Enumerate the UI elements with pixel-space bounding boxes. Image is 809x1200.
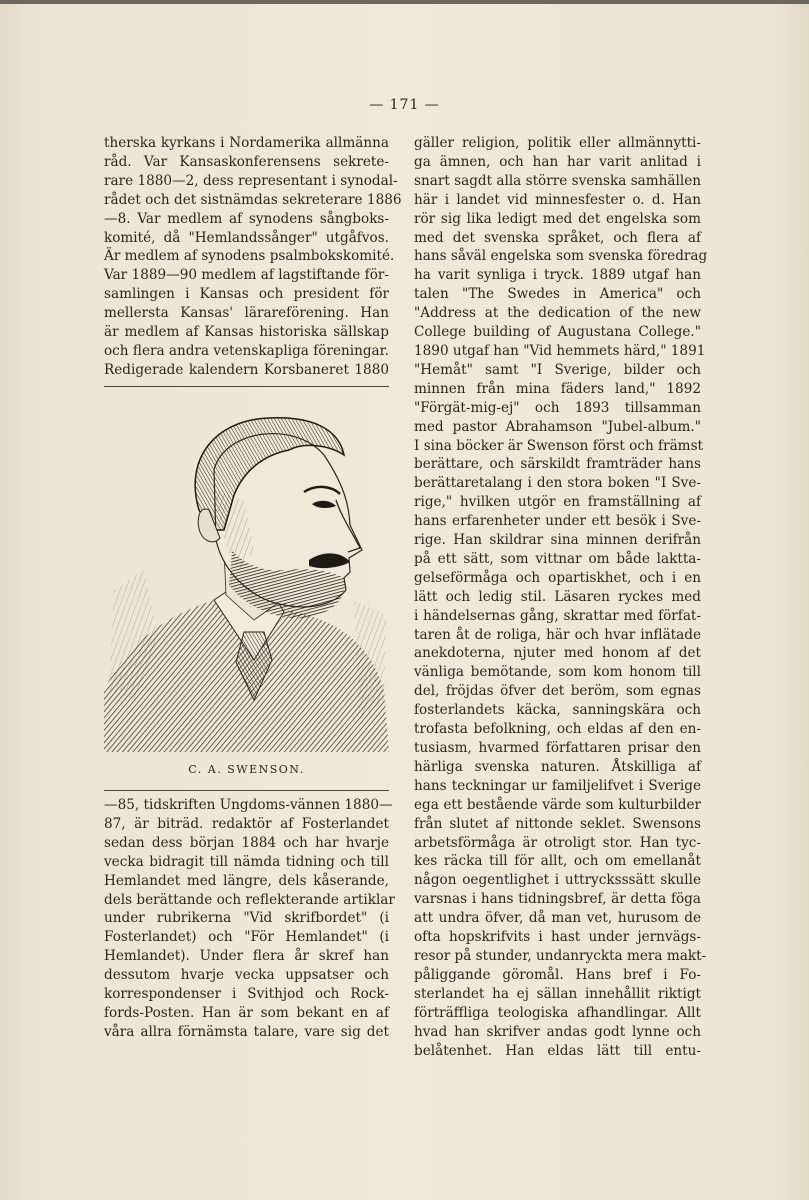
text-line: och flera andra vetenskapliga föreningar. (104, 342, 389, 359)
text-line: fosterlandets käcka, sanningskära och (414, 702, 701, 719)
text-line: råd. Var Kansaskonferensens sekrete- (104, 153, 389, 170)
text-line: ha varit synliga i tryck. 1889 utgaf han (414, 267, 701, 284)
text-line: Fosterlandet) och "För Hemlandet" (i (104, 929, 389, 946)
text-line: hvad han skrifver andas godt lynne och (414, 1023, 701, 1040)
text-line: 87, är biträd. redaktör af Fosterlandet (104, 815, 389, 832)
text-line: gelseförmåga och opartiskhet, och i en (414, 569, 701, 586)
text-line: I sina böcker är Swenson först och främst (414, 437, 704, 454)
text-line: från slutet af nittonde seklet. Swensons (414, 815, 701, 832)
text-line: påliggande göromål. Hans bref i Fo- (414, 966, 701, 983)
text-line: —85, tidskriften Ungdoms-vännen 1880— (104, 797, 393, 813)
text-line: Är medlem af synodens psalmbokskomité. (104, 248, 395, 265)
text-line: under rubrikerna "Vid skrifbordet" (i (104, 910, 389, 927)
text-line: hans erfarenheter under ett besök i Sve- (414, 513, 701, 530)
text-line: gäller religion, politik eller allmännytti- (414, 135, 701, 151)
text-line: ofta hopskrifvits i hast under jernvägs- (414, 929, 701, 946)
text-line: i händelsernas gång, skrattar med förfat- (414, 607, 701, 624)
text-line: mellersta Kansas' lärareförening. Han (104, 305, 389, 322)
text-line: kes räcka till för allt, och om emellanåt (414, 853, 701, 870)
text-line: taren åt de roliga, här och hvar inflätade (414, 626, 701, 643)
text-line: rige. Han skildrar sina minnen derifrån (414, 532, 701, 549)
text-line: vänliga bemötande, som kom honom till (414, 664, 701, 681)
text-line: med det svenska språket, och flera af (414, 229, 701, 246)
text-line: dessutom hvarje vecka uppsatser och (104, 967, 389, 984)
text-line: med pastor Abrahamson "Jubel-album." (414, 418, 701, 435)
text-line: komité, då "Hemlandssånger" utgåfvos. (104, 229, 389, 246)
text-line: berättaretalang i den stora boken "I Sve- (414, 475, 701, 492)
text-line: härliga svenska naturen. Åtskilliga af (414, 758, 701, 775)
text-line: therska kyrkans i Nordamerika allmänna (104, 135, 389, 151)
text-line: fords-Posten. Han är som bekant en af (104, 1004, 389, 1021)
text-line: sterlandet ha ej sällan innehållit riktigt (414, 985, 701, 1002)
text-line: är medlem af Kansas historiska sällskap (104, 324, 389, 341)
text-line: Hemlandet med längre, dels kåserande, (104, 872, 389, 889)
left-column-top-text (104, 134, 402, 380)
text-line: "Hemåt" samt "I Sverige, bilder och (414, 361, 701, 378)
text-line: ga ämnen, och han har varit anlitad i (414, 153, 701, 170)
text-line: Redigerade kalendern Korsbaneret 1880 (104, 361, 389, 378)
text-line: på ett sätt, som vittnar om både laktta- (414, 550, 701, 567)
text-line: att undra öfver, då man vet, hurusom de (414, 910, 701, 927)
text-line: ega ett bestående värde som kulturbilder (414, 796, 701, 813)
text-line: samlingen i Kansas och president för (104, 286, 389, 303)
text-line: varsnas i hans tidningsbref, är detta föga (414, 891, 701, 908)
text-line: talen "The Swedes in America" och (414, 286, 701, 303)
text-line: rådet och det sistnämdas sekreterare 1886 (104, 191, 402, 208)
text-line: Hemlandet). Under flera år skref han (104, 948, 389, 965)
text-line: 1890 utgaf han "Vid hemmets härd," 1891 (414, 342, 706, 359)
page-top-edge (0, 0, 809, 4)
text-line: arbetsförmåga är otroligt stor. Han tyc- (414, 834, 701, 851)
portrait-engraving (104, 400, 389, 752)
text-line: vecka bidragit till nämda tidning och till (104, 853, 389, 870)
text-line: "Address at the dedication of the new (414, 305, 701, 322)
text-line: rare 1880—2, dess representant i synodal- (104, 172, 398, 189)
text-line: anekdoterna, njuter med honom af det (414, 645, 701, 662)
text-line: rör sig lika ledigt med det engelska som (414, 210, 701, 227)
bottom-rule (104, 790, 389, 791)
text-line: minnen från mina fäders land," 1892 (414, 380, 701, 397)
text-line: berättare, och särskildt framträder hans (414, 456, 701, 473)
text-line: del, fröjdas öfver det beröm, som egnas (414, 683, 701, 700)
text-line: våra allra förnämsta talare, vare sig det (104, 1023, 389, 1040)
text-line: sedan dess början 1884 och har hvarje (104, 834, 389, 851)
text-line: belåtenhet. Han eldas lätt till entu- (414, 1042, 701, 1059)
text-line: någon oegentlighet i uttrycksssätt skulle (414, 872, 701, 889)
top-rule (104, 386, 389, 387)
text-line: trofasta befolkning, och eldas af den en- (414, 721, 701, 738)
text-line: lätt och ledig stil. Läsaren ryckes med (414, 588, 701, 605)
text-line: hans såväl engelska som svenska föredrag (414, 248, 708, 265)
text-line: —8. Var medlem af synodens sångboks- (104, 210, 389, 227)
text-line: korrespondenser i Svithjod och Rock- (104, 986, 389, 1003)
text-line: tusiasm, hvarmed författaren prisar den (414, 740, 701, 756)
text-line: resor på stunder, undanryckta mera makt- (414, 947, 707, 964)
portrait-caption: C. A. SWENSON. (188, 763, 305, 776)
page-number: — 171 — (369, 97, 440, 113)
text-line: dels berättande och reflekterande artiklar (104, 891, 395, 908)
right-column-text (414, 134, 708, 1060)
left-column-bottom-text (104, 796, 395, 1042)
text-line: här i landet vid minnesfester o. d. Han (414, 191, 701, 208)
text-line: rige," hvilken utgör en framställning af (414, 494, 701, 511)
text-line: snart sagdt alla större svenska samhällen (414, 172, 702, 189)
text-line: hans teckningar ur familjelifvet i Sverige (414, 777, 701, 794)
text-line: College building of Augustana College." (414, 324, 701, 341)
text-line: Var 1889—90 medlem af lagstiftande för- (104, 267, 389, 284)
text-line: "Förgät-mig-ej" och 1893 tillsamman (414, 399, 701, 416)
text-line: förträffliga teologiska afhandlingar. Allt (414, 1004, 701, 1021)
